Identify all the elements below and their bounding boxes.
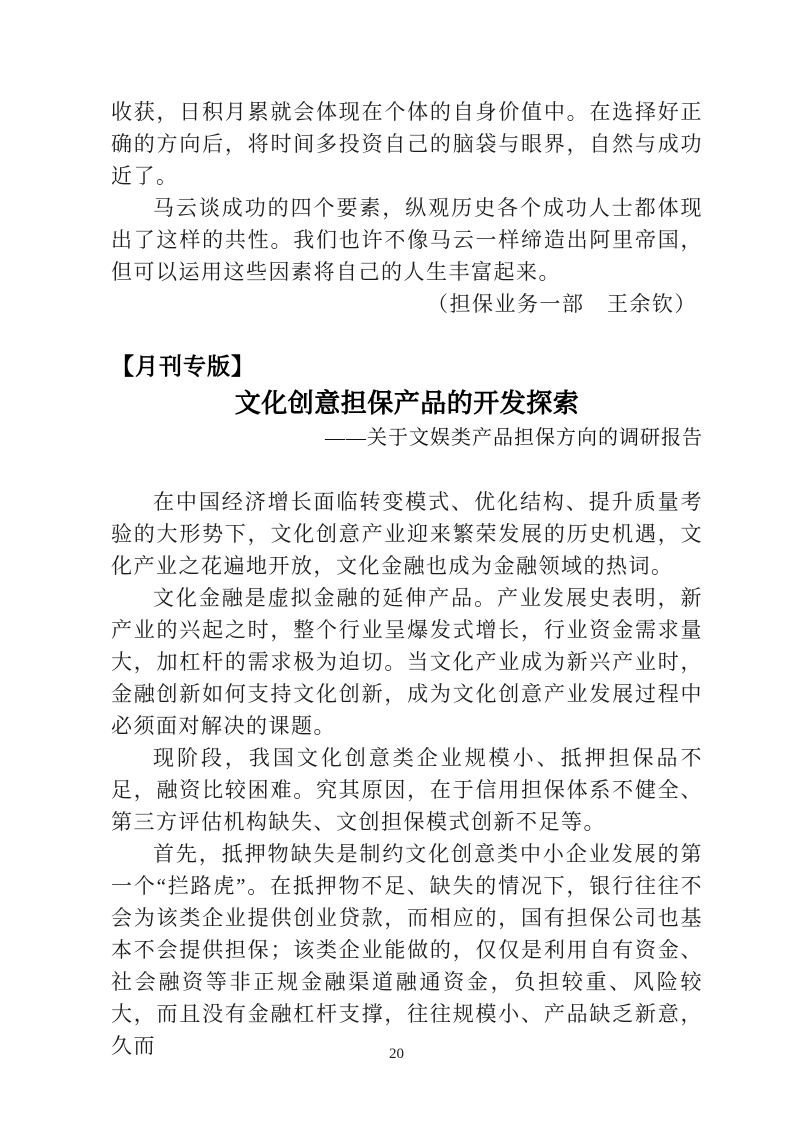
page-content (111, 96, 703, 1062)
author-byline: （担保业务一部 王余钦） (427, 292, 697, 316)
monthly-special-section (111, 352, 703, 1062)
article-subtitle: ——关于文娱类产品担保方向的调研报告 (325, 427, 703, 449)
article-title: 文化创意担保产品的开发探索 (234, 388, 580, 418)
paragraph: 文化金融是虚拟金融的延伸产品。产业发展史表明，新产业的兴起之时，整个行业呈爆发式增长，行业资金需求量大，加杠杆的需求极为迫切。当文化产业成为新兴产业时，金融创新如何支持文化创新，成为文化创意产业发展过程中必须面对解决的课题。 (111, 586, 703, 738)
paragraph: 收获，日积月累就会体现在个体的自身价值中。在选择好正确的方向后，将时间多投资自己的脑袋与眼界，自然与成功近了。 (111, 100, 703, 188)
paragraph: 马云谈成功的四个要素，纵观历史各个成功人士都体现出了这样的共性。我们也许不像马云一样缔造出阿里帝国，但可以运用这些因素将自己的人生丰富起来。 (111, 196, 703, 284)
paragraph: 在中国经济增长面临转变模式、优化结构、提升质量考验的大形势下，文化创意产业迎来繁荣发展的历史机遇，文化产业之花遍地开放，文化金融也成为金融领域的热词。 (111, 490, 703, 578)
paragraph: 首先，抵押物缺失是制约文化创意类中小企业发展的第一个“拦路虎”。在抵押物不足、缺失的情况下，银行往往不会为该类企业提供创业贷款，而相应的，国有担保公司也基本不会提供担保；该类企业能做的，仅仅是利用自有资金、社会融资等非正规金融渠道融通资金，负担较重、风险较大，而且没有金融杠杆支撑，往往规模小、产品缺乏新意，久而 (111, 842, 703, 1058)
previous-article-end (111, 96, 703, 320)
page-number: 20 (389, 1046, 404, 1062)
paragraph: 现阶段，我国文化创意类企业规模小、抵押担保品不足，融资比较困难。究其原因，在于信用担保体系不健全、第三方评估机构缺失、文创担保模式创新不足等。 (111, 746, 703, 834)
section-label: 【月刊专版】 (111, 354, 255, 379)
